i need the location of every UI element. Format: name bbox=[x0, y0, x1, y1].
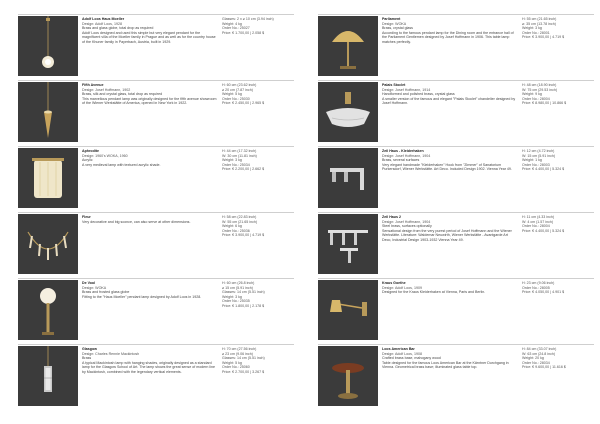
spec-line: H: 60 cm (23.62 inch) bbox=[222, 83, 257, 87]
product-image bbox=[318, 214, 378, 274]
spec-line: Glasses: 14 cm (5.51 inch) bbox=[222, 356, 265, 360]
product-text: Very elegant handmade "Kleiderhaken" Hook from "Zimmer" of Sanatorium Purkersdorf, Wiener Werkstätte. Art Deco. Included Design 1902. Vienna Year 49. bbox=[382, 162, 512, 171]
product-row bbox=[318, 278, 594, 341]
product-specs bbox=[222, 281, 294, 308]
product-specs bbox=[522, 149, 594, 172]
spec-line: W: 75 cm (29.53 inch) bbox=[522, 87, 558, 92]
spec-line: Weight: 3 kg bbox=[222, 158, 242, 162]
wall-sconce-icon bbox=[18, 148, 78, 208]
product-material: Brass and frosted glass globe bbox=[82, 290, 130, 294]
spec-line: H: 60 cm (26.8 inch) bbox=[222, 281, 255, 285]
product-name: Kraus Goethe bbox=[382, 281, 406, 285]
product-specs bbox=[522, 83, 594, 106]
spec-line: Weight: 5 kg bbox=[222, 360, 242, 365]
spec-line: Weight: 5 kg bbox=[222, 92, 242, 96]
spec-line: Order No.: 28034 bbox=[522, 360, 550, 365]
spec-line: W: 63 cm (24.8 inch) bbox=[522, 351, 556, 356]
product-name: Parliament bbox=[382, 17, 401, 21]
product-specs bbox=[222, 215, 294, 238]
product-designer: Design: Charles Rennie Mackintosh bbox=[82, 351, 140, 356]
product-description bbox=[382, 83, 518, 141]
spec-line: Weight: 6 kg bbox=[222, 224, 242, 228]
product-row bbox=[18, 146, 294, 209]
product-specs bbox=[522, 281, 594, 295]
product-text: Designed for the Kraus Kleiderhaken at Vienna, Paris and Berlin. bbox=[382, 290, 486, 294]
pendant-lamp-icon bbox=[18, 16, 78, 76]
product-image bbox=[18, 148, 78, 208]
product-designer: Design: Josef Hoffmann, 1914 bbox=[382, 87, 431, 92]
product-designer: Design: Adolf Loos, 1909 bbox=[382, 285, 422, 290]
product-image bbox=[18, 346, 78, 406]
product-specs bbox=[522, 17, 594, 40]
coat-rack-icon bbox=[318, 214, 378, 274]
hanging-lamp-icon bbox=[18, 346, 78, 406]
spec-line: Order No.: 25035 bbox=[222, 299, 250, 303]
ceiling-lamp-icon bbox=[318, 82, 378, 142]
product-row bbox=[318, 146, 594, 209]
product-material: Handformed and polished brass, crystal glass bbox=[382, 92, 455, 96]
product-material: Brass, several surfaces bbox=[382, 158, 420, 162]
product-description bbox=[382, 347, 518, 405]
spec-line: H: 55 cm (21.65 inch) bbox=[522, 17, 557, 21]
product-specs bbox=[222, 17, 294, 35]
product-text: A very medieval lamp with textured acrylic shade. bbox=[82, 162, 161, 167]
product-specs bbox=[222, 83, 294, 106]
product-name: Zeil Haus 2 bbox=[382, 215, 401, 219]
spec-line: Price: € 1.800,00 | 2.178 $ bbox=[222, 303, 265, 308]
spec-line: Price: € 3.900,00 | 4.719 $ bbox=[522, 35, 565, 39]
spec-line: Price: € 2.200,00 | 2.662 $ bbox=[222, 167, 265, 171]
spec-line: W: 4 cm (1.57 inch) bbox=[522, 219, 554, 224]
product-description bbox=[382, 281, 518, 339]
product-description bbox=[82, 83, 218, 141]
spec-line: ⌀ 20 cm (7.87 inch) bbox=[222, 87, 253, 92]
product-row bbox=[318, 14, 594, 77]
spec-line: Weight: 3 kg bbox=[222, 294, 242, 299]
spec-line: Price: € 4.050,00 | 4.901 $ bbox=[522, 290, 565, 294]
spec-line: Price: € 9.600,00 | 11.616 $ bbox=[522, 365, 566, 369]
product-text: Very decorative and big sconce, can also serve at other dimensions. bbox=[82, 219, 191, 224]
product-row bbox=[18, 212, 294, 275]
spec-line: Order No.: 28004 bbox=[522, 96, 550, 101]
spec-line: Price: € 1.700,00 | 2.058 $ bbox=[222, 30, 265, 35]
product-material: Brass, crystal glass bbox=[382, 26, 413, 30]
spec-line: Price: € 8.980,00 | 10.866 $ bbox=[522, 101, 567, 105]
product-image bbox=[18, 280, 78, 340]
product-row bbox=[18, 344, 294, 407]
product-row bbox=[318, 80, 594, 143]
spec-line: ⌀: 35 cm (13.78 inch) bbox=[522, 21, 556, 26]
product-row bbox=[318, 212, 594, 275]
spec-line: Price: € 2.700,00 | 3.267 $ bbox=[222, 369, 265, 374]
spec-line: Order No.: 25034 bbox=[222, 162, 250, 167]
product-material: Brass, silk and crystal glass, total drop as required bbox=[82, 92, 163, 96]
product-name: Palais Stoclet bbox=[382, 83, 406, 87]
swing-arm-lamp-icon bbox=[318, 280, 378, 340]
spec-line: H: 48 cm (18.90 inch) bbox=[522, 83, 557, 87]
product-image bbox=[318, 346, 378, 406]
product-material: Steel brass, surfaces optionally bbox=[382, 224, 432, 228]
product-row bbox=[318, 344, 594, 407]
spec-line: Weight: 4 kg bbox=[222, 21, 242, 26]
spec-line: ⌀ 23 cm (9.06 inch) bbox=[222, 351, 253, 356]
product-text: Adolf Loos designed and used this simple but very elegant pendant for the magnificent villa of the Moeller family in Prague and as well as for the country house of the Khuner family in Payerbach, Austria, built in 1929. bbox=[82, 30, 216, 44]
product-description bbox=[382, 17, 518, 75]
product-description bbox=[82, 17, 218, 75]
product-name: Fifth Avenue bbox=[82, 83, 104, 87]
product-image bbox=[318, 148, 378, 208]
spec-line: Weight: 1 kg bbox=[522, 158, 542, 162]
product-specs bbox=[522, 215, 594, 233]
spec-line: H: 23 cm (9.06 inch) bbox=[522, 281, 555, 285]
product-designer: Design: WOKA bbox=[82, 285, 107, 290]
spec-line: Order No.: 25027 bbox=[222, 26, 250, 30]
spec-line: H: 58 cm (22.83 inch) bbox=[222, 215, 257, 219]
spec-line: H: 44 cm (17.32 inch) bbox=[222, 149, 257, 153]
product-row bbox=[18, 14, 294, 77]
product-name: Fleur bbox=[82, 215, 91, 219]
spec-line: Glasses: 14 cm (5.51 inch) bbox=[222, 290, 265, 294]
product-designer: Design: WOKA bbox=[382, 21, 407, 26]
spec-line: W: 15 cm (5.91 inch) bbox=[522, 153, 556, 158]
spec-line: H: 12 cm (4.72 inch) bbox=[522, 149, 555, 153]
spec-line: Order No.: 25030 bbox=[222, 96, 250, 101]
spec-line: Order No.: 28004 bbox=[522, 224, 550, 228]
product-image bbox=[318, 16, 378, 76]
product-material: Brass bbox=[82, 356, 92, 360]
spec-line: Weight: 9 kg bbox=[522, 92, 542, 96]
spec-line: Price: € 4.400,00 | 5.324 $ bbox=[522, 228, 565, 233]
product-text: Fitting to the "Haus Moeller" pendant lamp designed by Adolf Loos in 1928. bbox=[82, 294, 202, 299]
product-text: A typical Mackintosh lamp with hanging shades, originally designed as a standard lamp for the Glasgow School of Art. The lamp shows the great sense of modern line by Mackintosh, combined with the legendary vertical elements. bbox=[82, 360, 215, 374]
spec-line: Order No.: 28001 bbox=[522, 30, 550, 35]
product-name: Aphrodite bbox=[82, 149, 99, 153]
product-material: Crafted brass base, mahogany wood bbox=[382, 356, 441, 360]
product-description bbox=[82, 347, 218, 405]
spec-line: Price: € 3.900,00 | 4.719 $ bbox=[222, 233, 265, 237]
coat-hook-icon bbox=[318, 148, 378, 208]
product-name: Zeil Haus - Kleiderhaken bbox=[382, 149, 424, 153]
product-specs bbox=[222, 149, 294, 172]
spec-line: W: 30 cm (11.81 inch) bbox=[222, 153, 257, 158]
dome-lamp-icon bbox=[318, 16, 378, 76]
product-image bbox=[318, 280, 378, 340]
product-designer: Design: Josef Hoffmann, 1902 bbox=[82, 87, 131, 92]
spec-line: Price: € 4.400,00 | 5.324 $ bbox=[522, 167, 565, 171]
product-image bbox=[18, 214, 78, 274]
product-designer: Design: Adolf Loos, 1928 bbox=[82, 21, 122, 26]
product-text: This marvellous pendant lamp was originally designed for the fifth avenue showroom of the Wiener Werkstätte of America, opened in New York in 1922. bbox=[82, 96, 217, 105]
spec-line: Order No.: 25036 bbox=[222, 228, 250, 233]
spec-line: Weight: 3 kg bbox=[522, 26, 542, 30]
spec-line: ⌀ 15 cm (5.91 inch) bbox=[222, 285, 253, 290]
product-designer: Design: Josef Hoffmann, 1904 bbox=[382, 219, 431, 224]
product-name: Adolf Loos Haus Moeller bbox=[82, 17, 125, 21]
cone-pendant-icon bbox=[18, 82, 78, 142]
spec-line: Glasses: 2 x ⌀ 10 cm (3.94 inch) bbox=[222, 17, 274, 21]
product-material: Brass and glass globe, total drop as required bbox=[82, 26, 154, 30]
product-text: According to the famous pendant lamp for the Dining room and the entrance hall of the Parliament Gentlemen designed by Josef Hoffmann in 1906. This table lamp matches perfectly. bbox=[382, 30, 514, 44]
product-name: Loos American Bar bbox=[382, 347, 415, 351]
chandelier-icon bbox=[18, 214, 78, 274]
bar-table-icon bbox=[318, 346, 378, 406]
product-text: Table designed for the famous Loos American Bar at the Kärntner Durchgang in Vienna. Geometrical brass base; illuminated glass table top. bbox=[382, 360, 509, 369]
spec-line: H: 11 cm (4.33 inch) bbox=[522, 215, 555, 219]
globe-lamp-icon bbox=[18, 280, 78, 340]
product-image bbox=[318, 82, 378, 142]
product-image bbox=[18, 82, 78, 142]
spec-line: Weight: 20 kg bbox=[522, 356, 544, 360]
product-designer: Design: Josef Hoffmann, 1904 bbox=[382, 153, 431, 158]
product-description bbox=[82, 149, 218, 207]
product-image bbox=[18, 16, 78, 76]
spec-line: Order No.: 25060 bbox=[222, 365, 250, 369]
product-material: Acrylic bbox=[82, 158, 93, 162]
product-specs bbox=[222, 347, 294, 374]
product-designer: Design: 1960's WOKA, 1960 bbox=[82, 153, 128, 158]
product-description bbox=[382, 149, 518, 207]
product-row bbox=[18, 80, 294, 143]
product-text: A smaller version of the famous and elegant "Palais Stoclet" chandelier designed by Josef Hoffmann. bbox=[382, 96, 516, 105]
spec-line: Price: € 2.450,00 | 2.965 $ bbox=[222, 101, 265, 105]
product-text: Sensational design from the very purest period of Josef Hoffmann and the Wiener Werkstätte. Literature: Waldemar Neuwirth, Wiener Werkstätte - Avantgarde Art Deco, Industrial Design 1903-1932 Vienna Year 49. bbox=[382, 228, 512, 242]
product-name: Glasgow bbox=[82, 347, 97, 351]
spec-line: Order No.: 28005 bbox=[522, 285, 550, 290]
product-name: De Vool bbox=[82, 281, 96, 285]
spec-line: H: 84 cm (33.07 inch) bbox=[522, 347, 557, 351]
product-description bbox=[382, 215, 518, 273]
product-row bbox=[18, 278, 294, 341]
spec-line: W: 55 cm (21.65 inch) bbox=[222, 219, 258, 224]
spec-line: Order No.: 28003 bbox=[522, 162, 550, 167]
product-specs bbox=[522, 347, 594, 370]
spec-line: H: 70 cm (27.56 inch) bbox=[222, 347, 257, 351]
product-description bbox=[82, 281, 218, 339]
product-designer: Design: Adolf Loos, 1908 bbox=[382, 351, 422, 356]
product-description bbox=[82, 215, 218, 273]
